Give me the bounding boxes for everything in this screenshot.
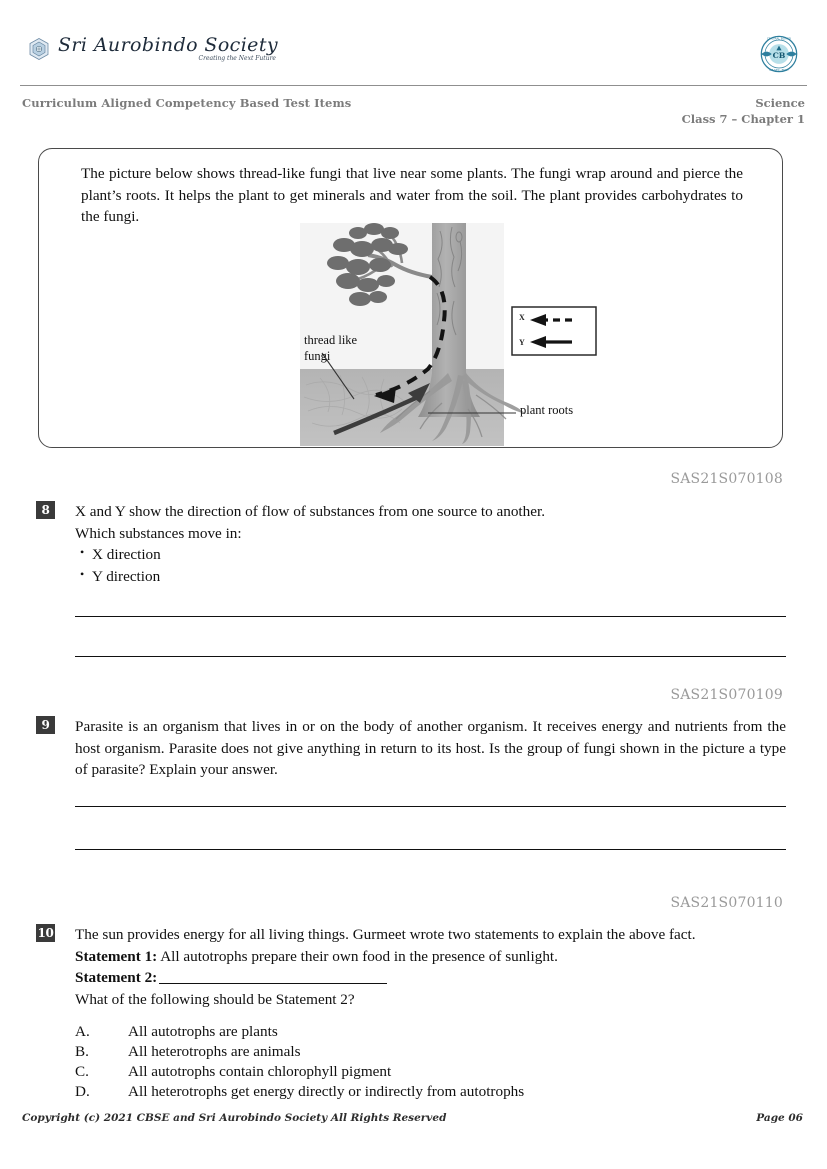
header-title: Curriculum Aligned Competency Based Test Items [22, 96, 352, 110]
figure-label-plant-roots: plant roots [520, 403, 574, 417]
header-divider [20, 85, 807, 86]
header-class-chapter: Class 7 – Chapter 1 [681, 111, 805, 126]
question-10-statement-2 [75, 967, 786, 989]
option-d[interactable] [75, 1084, 786, 1099]
answer-line-9-2[interactable] [75, 849, 786, 850]
statement-1-label: Statement 1: [75, 947, 158, 965]
legend-key-y: Y [519, 338, 525, 347]
question-number-9: 9 [36, 716, 55, 734]
list-item: • X direction [92, 544, 786, 566]
statement-2-label: Statement 2: [75, 969, 158, 987]
sri-aurobindo-society-logo-icon [26, 37, 52, 61]
option-d-key: D. [75, 1083, 90, 1100]
option-a[interactable] [75, 1024, 786, 1039]
option-d-text: All heterotrophs get energy directly or indirectly from autotrophs [128, 1083, 525, 1100]
cbse-emblem-logo-icon [753, 28, 805, 80]
brand-name: Sri Aurobindo Society [58, 34, 278, 56]
brand-wordmark [58, 36, 278, 62]
answer-line-9-1[interactable] [75, 806, 786, 807]
brand-logo [26, 36, 278, 62]
item-code-10: SAS21S070110 [670, 895, 783, 911]
svg-text:CENTRAL BOARD: CENTRAL BOARD [766, 36, 792, 41]
option-c-text: All autotrophs contain chlorophyll pigment [128, 1063, 392, 1080]
header-subject-class [682, 96, 805, 127]
brand-tagline: Creating the Next Future [198, 55, 276, 62]
header-subject: Science [755, 96, 805, 110]
option-a-text: All autotrophs are plants [128, 1023, 278, 1040]
item-code-8: SAS21S070108 [670, 471, 783, 487]
fungi-plant-figure [262, 223, 762, 448]
statement-2-blank[interactable] [159, 969, 387, 984]
option-b-key: B. [75, 1043, 89, 1060]
question-number-8: 8 [36, 501, 55, 519]
question-10-statement-1 [75, 946, 786, 968]
option-b-text: All heterotrophs are animals [128, 1043, 301, 1060]
option-c-key: C. [75, 1063, 89, 1080]
footer-copyright: Copyright (c) 2021 CBSE and Sri Aurobindo Society All Rights Reserved [22, 1112, 447, 1124]
question-number-10: 10 [37, 926, 54, 940]
svg-text:OF SEC. EDU.: OF SEC. EDU. [769, 68, 789, 73]
option-c[interactable] [75, 1064, 786, 1079]
question-8-text [75, 501, 786, 587]
question-9-text: Parasite is an organism that lives in or on the body of another organism. It receives energy and nutrients from the host organism. Parasite does not give anything in return to its host. Is the group of fungi shown in the picture a type of parasite? Explain your answer. [75, 718, 786, 779]
legend-key-x: X [519, 313, 525, 322]
figure-label-thread-like-fungi: thread like fungi [304, 333, 358, 363]
svg-text:CB: CB [772, 51, 786, 61]
option-b[interactable] [75, 1044, 786, 1059]
question-8-line-1: X and Y show the direction of flow of substances from one source to another. [75, 503, 545, 520]
statement-1-text: All autotrophs prepare their own food in the presence of sunlight. [157, 947, 558, 965]
question-10-prompt: What of the following should be Statement 2? [75, 990, 355, 1008]
stimulus-passage: The picture below shows thread-like fungi that live near some plants. The fungi wrap around and pierce the plant’s roots. It helps the plant to get minerals and water from the soil. The plant provides carbohydrates to the fungi. [81, 165, 743, 226]
item-code-9: SAS21S070109 [670, 687, 783, 703]
question-10-intro: The sun provides energy for all living things. Gurmeet wrote two statements to explain the above fact. [75, 926, 696, 943]
option-a-key: A. [75, 1023, 90, 1040]
answer-line-8-1[interactable] [75, 616, 786, 617]
question-10-text [75, 924, 786, 1010]
list-item: • Y direction [92, 566, 786, 588]
question-8-bullets [75, 544, 786, 587]
answer-line-8-2[interactable] [75, 656, 786, 657]
question-8-line-2: Which substances move in: [75, 524, 242, 542]
footer-page-number: Page 06 [756, 1112, 803, 1124]
stimulus-box [38, 148, 783, 448]
page-header [0, 0, 827, 140]
